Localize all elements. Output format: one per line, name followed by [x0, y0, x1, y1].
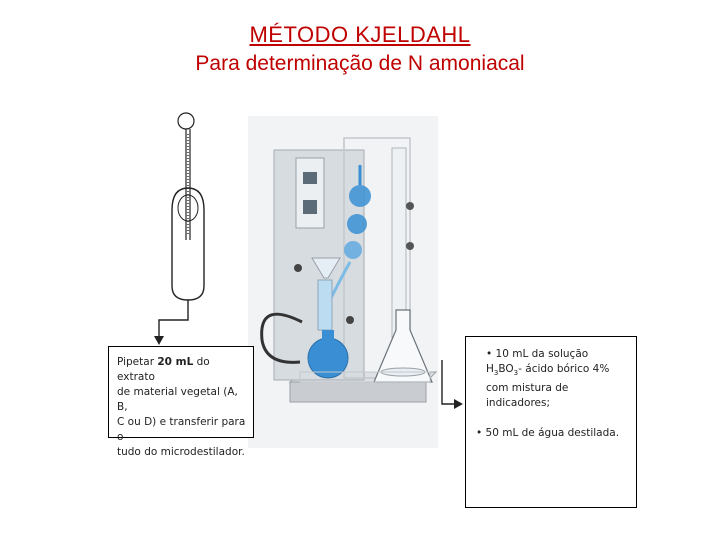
distiller-photo [262, 138, 436, 402]
arrow-to-left-box [159, 300, 188, 338]
page-subtitle: Para determinação de N amoniacal [195, 52, 525, 75]
arrow-to-right-box [442, 360, 456, 404]
pipette-illustration [172, 113, 204, 300]
left-line2: de material vegetal (A, B, [117, 386, 238, 413]
right-bullet1-line1: • 10 mL da solução [486, 348, 589, 360]
right-bullet2: • 50 mL de água destilada. [476, 427, 620, 440]
left-line1-prefix: Pipetar [117, 356, 158, 368]
formula-h: H [486, 363, 494, 375]
right-bullet1-line4: indicadores; [486, 397, 551, 410]
right-bullet1-formula [486, 362, 630, 381]
formula-sub-3b: 3 [513, 369, 519, 378]
page-title: MÉTODO KJELDAHL [249, 22, 471, 47]
formula-bo: BO [498, 363, 514, 375]
left-line4: tudo do microdestilador. [117, 446, 245, 458]
left-line3: C ou D) e transferir para o [117, 416, 246, 443]
right-bullet1-line3: com mistura de [486, 382, 569, 395]
instruction-box-left [108, 346, 254, 458]
instruction-box-right [465, 336, 637, 508]
formula-rest: - ácido bórico 4% [518, 363, 610, 375]
left-line1-suffix: do extrato [117, 356, 210, 383]
left-line1-bold: 20 mL [157, 356, 194, 368]
formula-sub-3: 3 [493, 369, 499, 378]
